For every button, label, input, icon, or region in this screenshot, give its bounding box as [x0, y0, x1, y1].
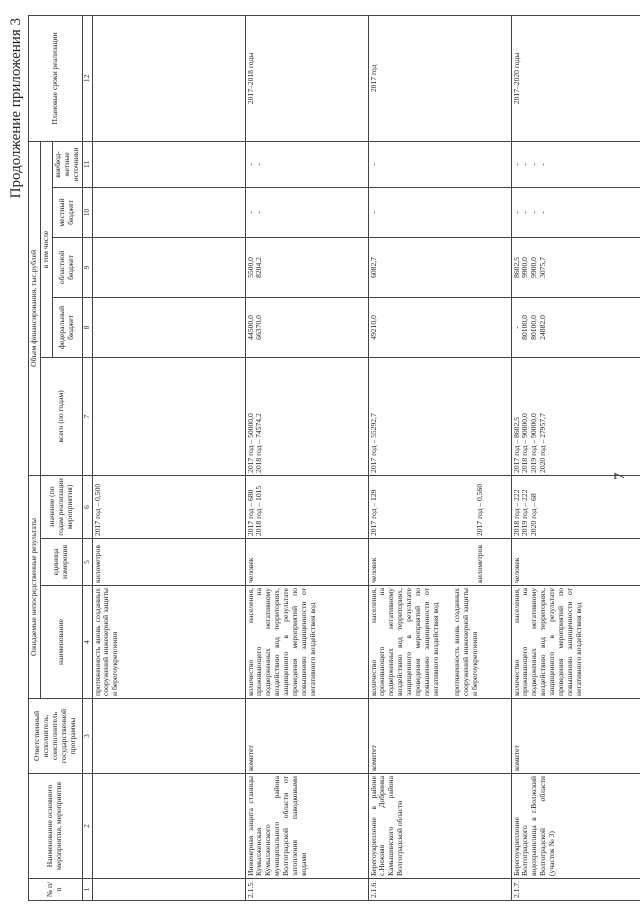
result-value: 2017 год – 129 2017 год – 0,560	[368, 475, 511, 538]
table-row	[245, 15, 368, 900]
total-financing: 2017 год – 55292,7	[368, 357, 511, 475]
column-number-row	[82, 15, 92, 900]
result-unit: человек	[511, 539, 640, 586]
header-name: Наименование основного мероприятия, мероприятия	[29, 774, 83, 879]
table-row	[511, 15, 640, 900]
header-financing: Объем финансирования, тыс.рублей	[29, 141, 41, 475]
result-name: протяженность вновь созданных сооружений инженерной защиты и берегоукрепления	[92, 586, 245, 699]
header-extra: внебюд-жетные источники	[52, 141, 82, 187]
result-value: 2017 год – 680 2018 год – 1015	[245, 475, 368, 538]
local-budget: -	[368, 187, 511, 237]
column-number: 3	[82, 699, 92, 774]
column-number: 2	[82, 774, 92, 879]
result-name: количество населения, проживающего на подверженных негативному воздействию вод территориях, защищенного в результате проведения мероприятий по повышению защищенности от негативного воздействия вод протяженность вновь созданных сооружений инженерной защиты и берегоукрепления	[368, 586, 511, 699]
column-number: 1	[82, 879, 92, 901]
program-table	[28, 15, 640, 901]
result-unit: километров	[92, 539, 245, 586]
column-number: 12	[82, 15, 92, 141]
header-regional: областной бюджет	[52, 237, 82, 297]
header-result-name: наименование	[40, 586, 82, 699]
column-number: 4	[82, 586, 92, 699]
appendix-title: Продолжение приложения 3	[8, 18, 24, 199]
executor: комитет	[368, 699, 511, 774]
local-budget: - -	[245, 187, 368, 237]
extra-budget: - - - -	[511, 141, 640, 187]
measure-name: Берегоукрепление в районе с.Нижняя Добринка Камышинского района Волгоградской области	[368, 774, 511, 879]
extra-budget: - -	[245, 141, 368, 187]
measure-name: Инженерная защита станицы Кумылженская Кумылженского муниципального района Волгоградской области от затопления паводковыми водами	[245, 774, 368, 879]
federal-budget: 49210,0	[368, 297, 511, 357]
executor: комитет	[511, 699, 640, 774]
header-including: в том числе	[40, 141, 52, 357]
column-number: 5	[82, 539, 92, 586]
header-total: всего (по годам)	[40, 357, 82, 475]
table-row	[368, 15, 511, 900]
header-expected-results: Ожидаемые непосредственные результаты	[29, 475, 41, 698]
header-local: местный бюджет	[52, 187, 82, 237]
column-number: 6	[82, 475, 92, 538]
column-number: 7	[82, 357, 92, 475]
column-number: 11	[82, 141, 92, 187]
row-number: 2.1.6.	[368, 879, 511, 901]
result-unit: человек	[245, 539, 368, 586]
header-federal: федеральный бюджет	[52, 297, 82, 357]
federal-budget: - 80100,0 80100,0 24882,0	[511, 297, 640, 357]
regional-budget: 6082,7	[368, 237, 511, 297]
result-name: количество населения, проживающего на подверженных негативному воздействию вод территориях, защищенного в результате проведения мероприятий по повышению защищенности от негативного воздействия вод	[245, 586, 368, 699]
header-terms: Плановые сроки реализации	[29, 15, 83, 141]
local-budget: - - - -	[511, 187, 640, 237]
result-unit: человек километров	[368, 539, 511, 586]
planned-term: 2017–2020 годы	[511, 15, 640, 141]
header-num: № п/п	[29, 879, 83, 901]
extra-budget: -	[368, 141, 511, 187]
total-financing: 2017 год – 8602,5 2018 год – 90000,0 2019 год – 90000,0 2020 год – 27957,7	[511, 357, 640, 475]
federal-budget: 44500,0 66370,0	[245, 297, 368, 357]
result-value: 2018 год – 222 2019 год – 222 2020 год – 68	[511, 475, 640, 538]
regional-budget: 5500,0 8204,2	[245, 237, 368, 297]
column-number: 10	[82, 187, 92, 237]
planned-term: 2017–2018 годы	[245, 15, 368, 141]
result-value: 2017 год – 0,500	[92, 475, 245, 538]
column-number: 8	[82, 297, 92, 357]
regional-budget: 8602,5 9900,0 9900,0 3075,7	[511, 237, 640, 297]
header-unit: единица измерения	[40, 539, 82, 586]
column-number: 9	[82, 237, 92, 297]
row-number: 2.1.5.	[245, 879, 368, 901]
result-name: количество населения, проживающего на подверженных негативному воздействию вод территориях, защищенного в результате проведения мероприятий по повышению защищенности от негативного воздействия вод	[511, 586, 640, 699]
planned-term: 2017 год	[368, 15, 511, 141]
page-number: 7	[612, 472, 628, 480]
header-value: значение (по годам реализации мероприятия)	[40, 475, 82, 538]
executor: комитет	[245, 699, 368, 774]
row-number: 2.1.7.	[511, 879, 640, 901]
measure-name: Берегоукрепление Волгоградского водохранилища в г.Волжский Волгоградской области (участок № 3)	[511, 774, 640, 879]
header-executor: Ответственный исполнитель, соисполнитель государственной программы	[29, 699, 83, 774]
table-row	[92, 15, 245, 900]
total-financing: 2017 год – 50000,0 2018 год – 74574,2	[245, 357, 368, 475]
